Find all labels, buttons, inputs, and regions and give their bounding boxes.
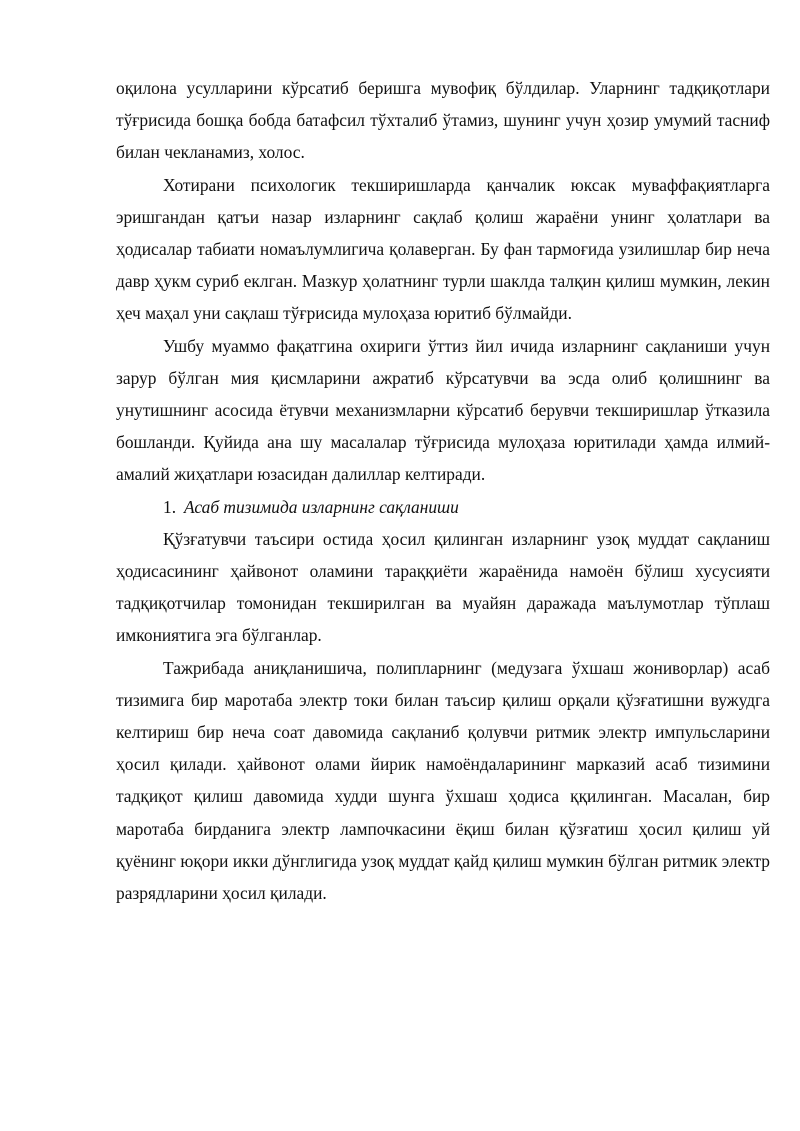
paragraph-experiment: Тажрибада аниқланишича, полипларнинг (медузага ўхшаш жониворлар) асаб тизимига бир маротаба электр токи билан таъсир қилиш орқали қўзғатишни вужудга келтириш бир неча соат давомида сақланиб қолувчи ритмик электр импульсларини ҳосил қилади. ҳайвонот олами йирик намоёндаларининг марказий асаб тизимини тадқиқот қилиш давомида худди шунга ўхшаш ҳодиса ққилинган. Масалан, бир маротаба бирданига электр лампочкасини ёқиш билан қўзғатиш ҳосил қилиш уй қуёнинг юқори икки дўнглигида узоқ муддат қайд қилиш мумкин бўлган ритмик электр разрядларини ҳосил қилади. (116, 657, 770, 904)
section-title: Асаб тизимида изларнинг сақланиши (184, 496, 459, 517)
paragraph-problem-study: Ушбу муаммо фақатгина охириги ўттиз йил ичида изларнинг сақланиши учун зарур бўлган мия қисмларини ажратиб кўрсатувчи ва эсда олиб қолишнинг ва унутишнинг асосида ётувчи механизмларни кўрсатиб берувчи текширишлар ўтказила бошланди. Қуйида ана шу масалалар тўғрисида мулоҳаза юритилади ҳамда илмий-амалий жиҳатлари юзасидан далиллар келтиради. (116, 335, 770, 485)
paragraph-trace-retention: Қўзғатувчи таъсири остида ҳосил қилинган изларнинг узоқ муддат сақланиш ҳодисасининг ҳайвонот оламини тараққиёти жараёнида намоён бўлиш хусусияти тадқиқотчилар томонидан текширилган ва муайян даражада маълумотлар тўплаш имкониятига эга бўлганлар. (116, 528, 770, 646)
paragraph-continuation: оқилона усулларини кўрсатиб беришга мувофиқ бўлдилар. Уларнинг тадқиқотлари тўғрисида бошқа бобда батафсил тўхталиб ўтамиз, шунинг учун ҳозир умумий тасниф билан чекланамиз, холос. (116, 78, 770, 163)
section-heading (116, 491, 770, 523)
section-number: 1. (163, 496, 177, 517)
paragraph-memory-research: Хотирани психологик текширишларда қанчалик юксак муваффақиятларга эришгандан қатъи назар изларнинг сақлаб қолиш жараёни унинг ҳолатлари ва ҳодисалар табиати номаълумлигича қолаверган. Бу фан тармоғида узилишлар бир неча давр ҳукм суриб еклган. Мазкур ҳолатнинг турли шаклда талқин қилиш мумкин, лекин ҳеч маҳал уни сақлаш тўғрисида мулоҳаза юритиб бўлмайди. (116, 174, 770, 324)
document-page (116, 72, 770, 909)
